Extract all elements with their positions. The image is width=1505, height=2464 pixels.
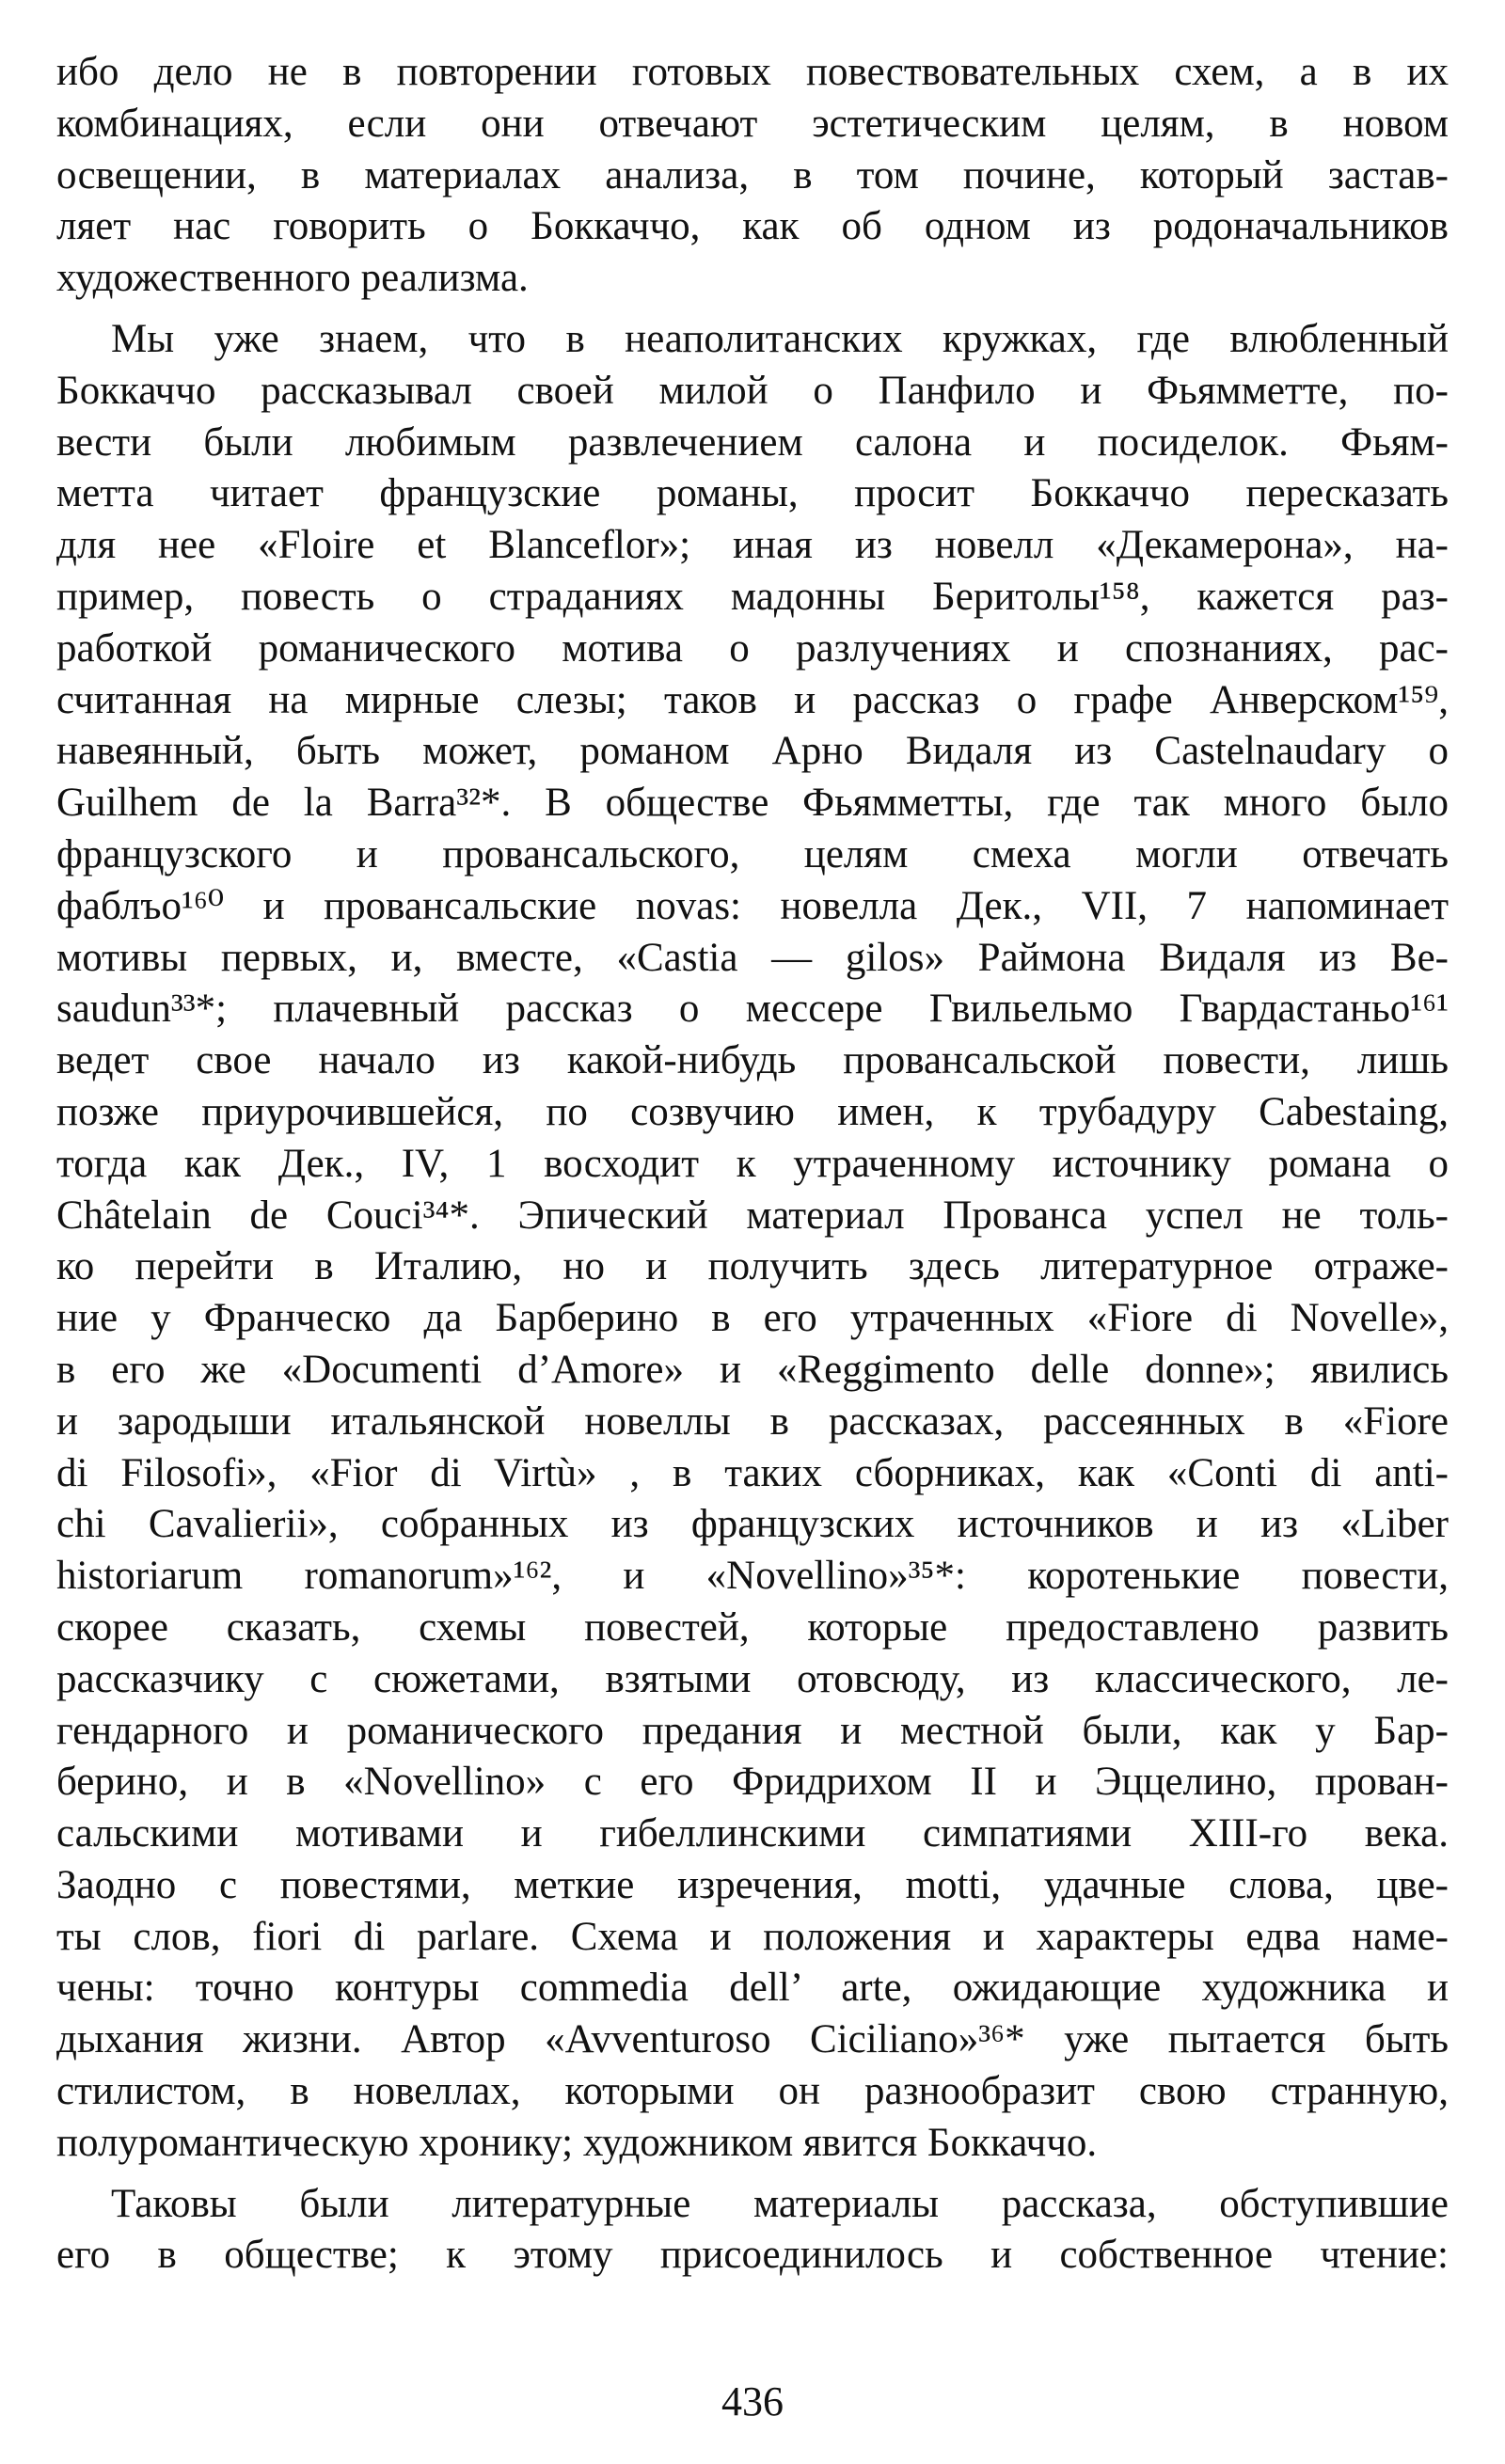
text-line: полуромантическую хронику; художником явится Боккаччо. bbox=[56, 2120, 1098, 2165]
text-line: Мы уже знаем, что в неаполитанских кружках, где влюбленный bbox=[111, 316, 1449, 361]
text-line: берино, и в «Novellino» с его Фридрихом II и Эццелино, прован- bbox=[56, 1760, 1449, 1805]
text-line: chi Cavalierii», собранных из французских источников и из «Liber bbox=[56, 1502, 1449, 1547]
text-line: рассказчику с сюжетами, взятыми отовсюду, из классического, ле- bbox=[56, 1656, 1449, 1701]
paragraph bbox=[56, 314, 1449, 2170]
text-line: тогда как Дек., IV, 1 восходит к утраченному источнику романа о bbox=[56, 1141, 1449, 1186]
text-line: фаблъо¹⁶⁰ и провансальские novas: новелла Дек., VII, 7 напоминает bbox=[56, 883, 1449, 928]
text-line: художественного реализма. bbox=[56, 256, 529, 301]
text-line: для нее «Floire et Blanceflor»; иная из новелл «Декамерона», на- bbox=[56, 523, 1449, 568]
paragraph bbox=[56, 2179, 1449, 2282]
text-line: Châtelain de Couci³⁴*. Эпический материал Прованса успел не толь- bbox=[56, 1193, 1449, 1238]
page-body bbox=[56, 47, 1449, 2282]
text-line: скорее сказать, схемы повестей, которые предоставлено развить bbox=[56, 1604, 1449, 1650]
text-line: Боккаччо рассказывал своей милой о Панфило и Фьямметте, по- bbox=[56, 368, 1449, 413]
text-line: гендарного и романического предания и местной были, как у Бар- bbox=[56, 1708, 1449, 1753]
page-number: 436 bbox=[721, 2378, 784, 2425]
text-line: ляет нас говорить о Боккаччо, как об одном из родоначальников bbox=[56, 204, 1449, 249]
text-line: комбинациях, если они отвечают эстетическим целям, в новом bbox=[56, 101, 1449, 146]
paragraph-gap bbox=[56, 305, 1449, 314]
paragraph bbox=[56, 47, 1449, 305]
text-line: Guilhem de la Barra³²*. В обществе Фьямметты, где так много было bbox=[56, 781, 1449, 826]
text-line: вести были любимым развлечением салона и посиделок. Фьям- bbox=[56, 419, 1449, 465]
text-line: historiarum romanorum»¹⁶², и «Novellino»³⁵*: коротенькие повести, bbox=[56, 1554, 1449, 1599]
text-line: навеянный, быть может, романом Арно Видаля из Castelnaudary о bbox=[56, 729, 1449, 774]
text-line: метта читает французские романы, просит Боккаччо пересказать bbox=[56, 471, 1449, 516]
text-line: стилистом, в новеллах, которыми он разнообразит свою странную, bbox=[56, 2069, 1449, 2114]
text-line: Заодно с повестями, меткие изречения, motti, удачные слова, цве- bbox=[56, 1862, 1449, 1907]
text-line: di Filosofi», «Fior di Virtù» , в таких сборниках, как «Conti di anti- bbox=[56, 1450, 1449, 1495]
text-line: в его же «Documenti d’Amore» и «Reggimento delle donne»; явились bbox=[56, 1347, 1449, 1392]
text-line: saudun³³*; плачевный рассказ о мессере Гвильельмо Гвардастаньо¹⁶¹ bbox=[56, 987, 1449, 1032]
text-line: ко перейти в Италию, но и получить здесь литературное отраже- bbox=[56, 1244, 1449, 1289]
text-line: ведет свое начало из какой-нибудь провансальской повести, лишь bbox=[56, 1038, 1449, 1083]
text-line: ние у Франческо да Барберино в его утраченных «Fiore di Novelle», bbox=[56, 1296, 1449, 1341]
text-line: сальскими мотивами и гибеллинскими симпатиями XIII-го века. bbox=[56, 1811, 1449, 1856]
paragraph-gap bbox=[56, 2170, 1449, 2179]
text-line: позже приурочившейся, по созвучию имен, к трубадуру Cabestaing, bbox=[56, 1089, 1449, 1134]
text-line: ибо дело не в повторении готовых повествовательных схем, а в их bbox=[56, 50, 1449, 94]
text-line: работкой романического мотива о разлучениях и спознаниях, рас- bbox=[56, 625, 1449, 671]
text-line: чены: точно контуры commedia dell’ arte, ожидающие художника и bbox=[56, 1966, 1449, 2011]
text-line: мотивы первых, и, вместе, «Castia — gilos» Раймона Видаля из Be- bbox=[56, 935, 1449, 980]
text-line: и зародыши итальянской новеллы в рассказах, рассеянных в «Fiore bbox=[56, 1398, 1449, 1444]
text-line: французского и провансальского, целям смеха могли отвечать bbox=[56, 831, 1449, 877]
text-line: ты слов, fiori di parlare. Схема и положения и характеры едва наме- bbox=[56, 1914, 1449, 1959]
text-line: его в обществе; к этому присоединилось и собственное чтение: bbox=[56, 2233, 1449, 2278]
text-line: пример, повесть о страданиях мадонны Беритолы¹⁵⁸, кажется раз- bbox=[56, 574, 1449, 619]
text-line: освещении, в материалах анализа, в том почине, который застав- bbox=[56, 152, 1449, 197]
text-line: Таковы были литературные материалы рассказа, обступившие bbox=[111, 2181, 1449, 2226]
text-line: дыхания жизни. Автор «Avventuroso Ciciliano»³⁶* уже пытается быть bbox=[56, 2017, 1449, 2062]
text-line: считанная на мирные слезы; таков и рассказ о графе Анверском¹⁵⁹, bbox=[56, 677, 1449, 722]
